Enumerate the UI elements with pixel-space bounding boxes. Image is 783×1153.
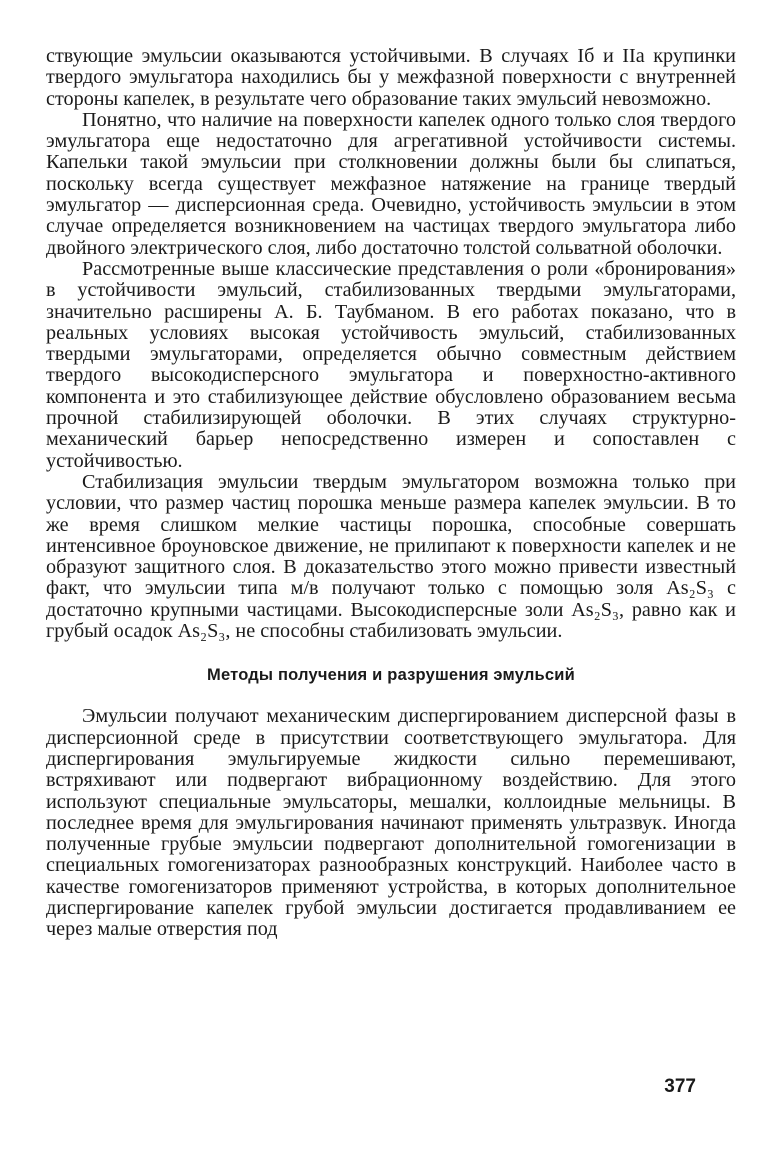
section-heading: Методы получения и разрушения эмульсий [207, 666, 575, 685]
paragraph-4: Стабилизация эмульсии твердым эмульгатором возможна только при условии, что размер частиц порошка меньше размера капелек эмульсии. В то же время слишком мелкие частицы порошка, способные совершать интенсивное броуновское движение, не прилипают к поверхности капелек и не образуют защитного слоя. В доказательство этого можно привести известный факт, что эмульсии типа м/в получают только с помощью золя As₂S₃ с достаточно крупными частицами. Высокодисперсные золи As₂S₃, равно как и грубый осадок As₂S₃, не способны стабилизовать эмульсии. [46, 470, 736, 643]
paragraph-5: Эмульсии получают механическим диспергированием дисперсной фазы в дисперсионной среде в присутствии соответствующего эмульгатора. Для диспергирования эмульгируемые жидкости сильно перемешивают, встряхивают или подвергают вибрационному воздействию. Для этого используют специальные эмульсаторы, мешалки, коллоидные мельницы. В последнее время для эмульгирования начинают применять ультразвук. Иногда полученные грубые эмульсии подвергают дополнительной гомогенизации в специальных гомогенизаторах разнообразных конструкций. Наиболее часто в качестве гомогенизаторов применяют устройства, в которых дополнительное диспергирование капелек грубой эмульсии достигается продавливанием ее через малые отверстия под [46, 705, 736, 941]
page-number: 377 [664, 1076, 696, 1097]
paragraph-2: Понятно, что наличие на поверхности капелек одного только слоя твердого эмульгатора еще недостаточно для агрегативной устойчивости системы. Капельки такой эмульсии при столкновении должны были бы слипаться, поскольку всегда существует межфазное натяжение на границе твердый эмульгатор — дисперсионная среда. Очевидно, устойчивость эмульсии в этом случае определяется возникновением на частицах твердого эмульгатора либо двойного электрического слоя, либо достаточно толстой сольватной оболочки. [46, 108, 736, 259]
paragraph-1: ствующие эмульсии оказываются устойчивыми. В случаях Iб и IIa крупинки твердого эмульгатора находились бы у межфазной поверхности с внутренней стороны капелек, в результате чего образование таких эмульсий невозможно. [46, 45, 736, 110]
document-page [46, 46, 736, 941]
paragraph-3: Рассмотренные выше классические представления о роли «бронирования» в устойчивости эмульсий, стабилизованных твердыми эмульгаторами, значительно расширены А. Б. Таубманом. В его работах показано, что в реальных условиях высокая устойчивость эмульсий, стабилизованных твердыми эмульгаторами, определяется обычно совместным действием твердого высокодисперсного эмульгатора и поверхностно-активного компонента и это стабилизующее действие обусловлено образованием весьма прочной стабилизирующей оболочки. В этих случаях структурно-механический барьер непосредственно измерен и сопоставлен с устойчивостью. [46, 257, 736, 472]
